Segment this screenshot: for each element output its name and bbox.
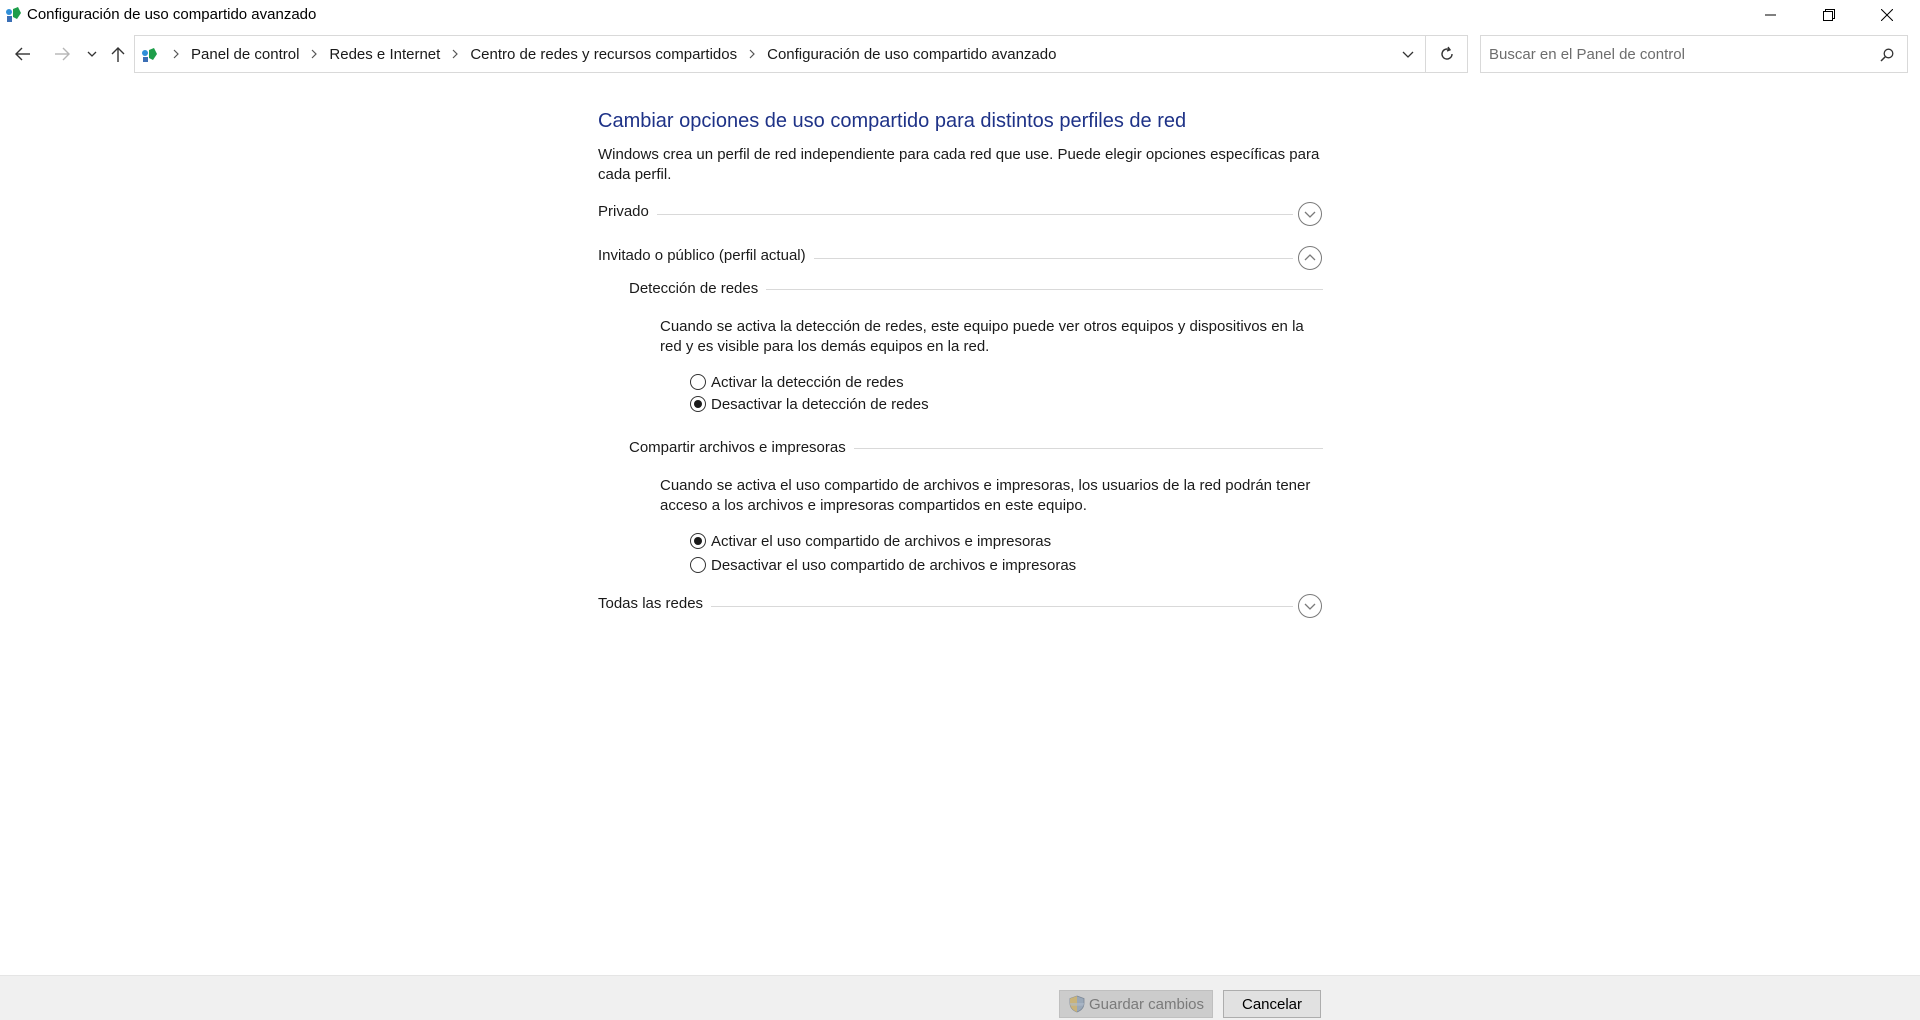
footer-bar: [0, 975, 1920, 1020]
breadcrumb-redes-e-internet[interactable]: Redes e Internet: [329, 45, 441, 63]
profile-private-header[interactable]: [598, 201, 1323, 227]
search-box[interactable]: [1480, 35, 1908, 73]
network-discovery-on-option[interactable]: [690, 372, 904, 392]
radio-button[interactable]: [690, 557, 706, 573]
address-history-button[interactable]: [1389, 36, 1425, 72]
refresh-icon: [1439, 46, 1455, 62]
arrow-up-icon: [111, 46, 125, 62]
network-discovery-heading: Detección de redes: [629, 280, 766, 297]
chevron-down-icon: [1402, 51, 1414, 58]
up-button[interactable]: [107, 34, 129, 74]
control-panel-icon: [139, 45, 159, 65]
minimize-icon: [1765, 9, 1777, 21]
radio-button[interactable]: [690, 533, 706, 549]
file-sharing-off-option[interactable]: [690, 555, 1076, 575]
breadcrumb: [163, 36, 1058, 72]
title-bar: [0, 0, 1920, 30]
file-sharing-on-option[interactable]: [690, 531, 1051, 551]
arrow-left-icon: [15, 47, 31, 61]
file-sharing-heading: Compartir archivos e impresoras: [629, 439, 854, 456]
network-discovery-off-option[interactable]: [690, 394, 929, 414]
minimize-button[interactable]: [1742, 0, 1800, 30]
profile-all-networks-header[interactable]: [598, 593, 1323, 619]
file-sharing-description: Cuando se activa el uso compartido de archivos e impresoras, los usuarios de la red podrán tener acceso a los archivos e impresoras compartidos en este equipo.: [660, 477, 1311, 514]
radio-button[interactable]: [690, 374, 706, 390]
radio-label: Desactivar la detección de redes: [711, 395, 929, 413]
restore-button[interactable]: [1800, 0, 1858, 30]
back-button[interactable]: [10, 34, 36, 74]
search-input[interactable]: [1489, 36, 1869, 72]
divider: [598, 214, 1293, 215]
chevron-down-icon: [87, 51, 97, 57]
file-sharing-header: [629, 437, 1323, 459]
chevron-right-icon[interactable]: [739, 36, 765, 72]
close-icon: [1881, 9, 1893, 21]
restore-icon: [1823, 9, 1835, 21]
arrow-right-icon: [54, 47, 70, 61]
chevron-down-circle-icon[interactable]: [1297, 593, 1323, 619]
breadcrumb-panel-de-control[interactable]: Panel de control: [191, 45, 300, 63]
breadcrumb-centro-de-redes[interactable]: Centro de redes y recursos compartidos: [470, 45, 738, 63]
radio-label: Activar la detección de redes: [711, 373, 904, 391]
chevron-up-circle-icon[interactable]: [1297, 245, 1323, 271]
breadcrumb-configuracion-avanzada[interactable]: Configuración de uso compartido avanzado: [767, 45, 1057, 63]
save-changes-button[interactable]: [1059, 990, 1213, 1018]
chevron-down-circle-icon[interactable]: [1297, 201, 1323, 227]
radio-button[interactable]: [690, 396, 706, 412]
address-bar[interactable]: [134, 35, 1426, 73]
profile-private-label: Privado: [598, 203, 657, 220]
radio-label: Activar el uso compartido de archivos e impresoras: [711, 532, 1052, 550]
recent-locations-button[interactable]: [83, 34, 101, 74]
profile-guest-header[interactable]: [598, 245, 1323, 271]
navigation-bar: [0, 34, 1920, 74]
chevron-right-icon[interactable]: [301, 36, 327, 72]
profile-all-networks-label: Todas las redes: [598, 595, 711, 612]
refresh-button[interactable]: [1426, 35, 1468, 73]
forward-button[interactable]: [49, 34, 75, 74]
page-description: Windows crea un perfil de red independiente para cada red que use. Puede elegir opciones específicas para cada perfil.: [598, 146, 1320, 183]
cancel-button[interactable]: [1223, 990, 1321, 1018]
chevron-right-icon[interactable]: [163, 36, 189, 72]
chevron-right-icon[interactable]: [442, 36, 468, 72]
uac-shield-icon: [1068, 995, 1086, 1013]
radio-label: Desactivar el uso compartido de archivos e impresoras: [711, 556, 1077, 574]
network-discovery-header: [629, 278, 1323, 300]
page-title: Cambiar opciones de uso compartido para distintos perfiles de red: [598, 110, 1187, 132]
cancel-label: Cancelar: [1241, 995, 1303, 1013]
profile-guest-label: Invitado o público (perfil actual): [598, 247, 814, 264]
window-title: Configuración de uso compartido avanzado: [27, 6, 317, 23]
close-button[interactable]: [1858, 0, 1916, 30]
save-changes-label: Guardar cambios: [1088, 995, 1205, 1013]
network-discovery-description: Cuando se activa la detección de redes, este equipo puede ver otros equipos y dispositivos en la red y es visible para los demás equipos en la red.: [660, 318, 1304, 355]
search-icon[interactable]: [1877, 45, 1897, 65]
network-sharing-icon: [3, 5, 23, 25]
